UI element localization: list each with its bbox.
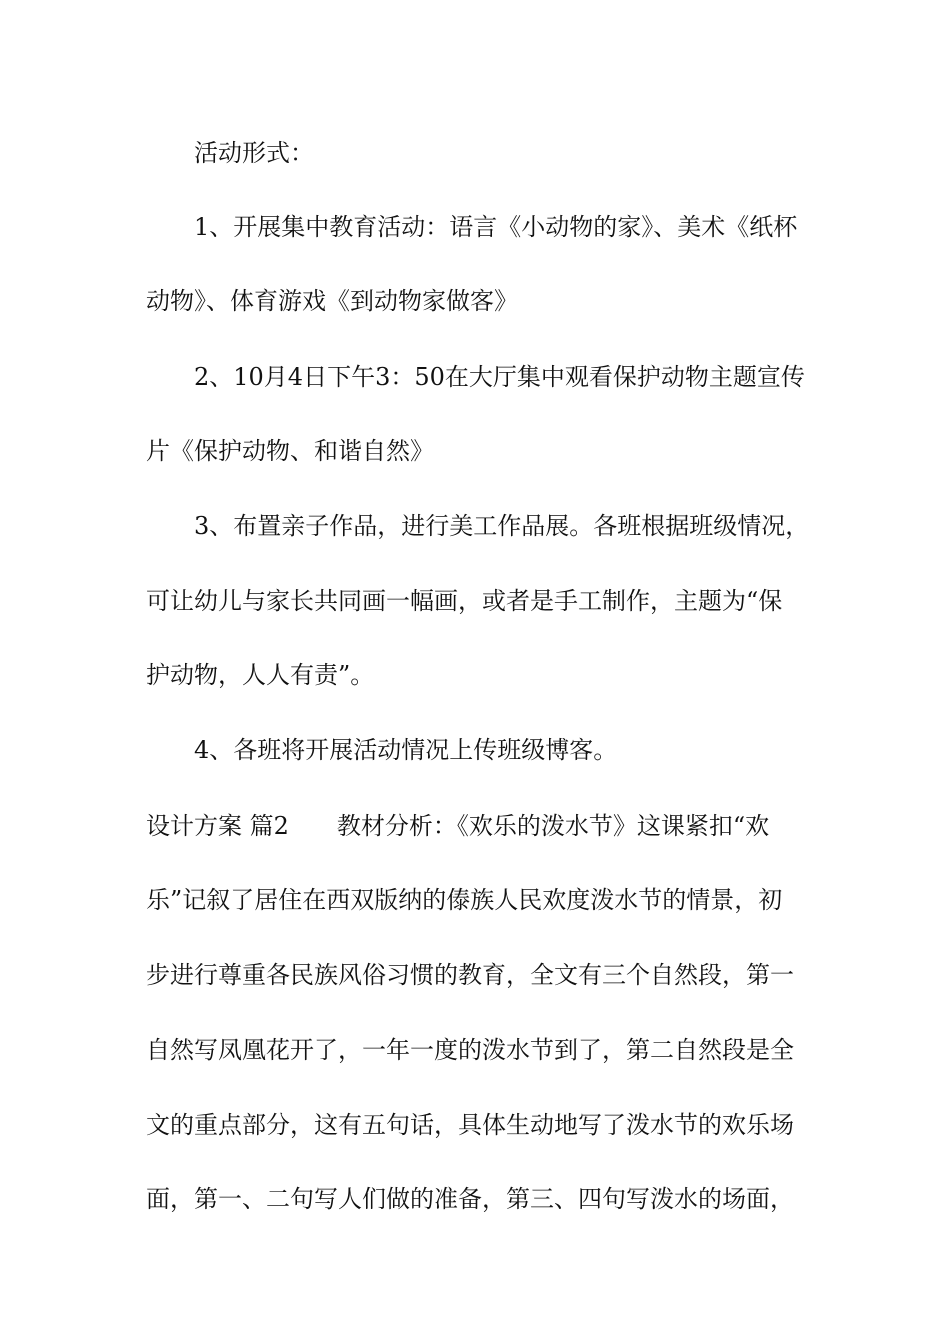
paragraph-line: 动物》、体育游戏《到动物家做客》 — [146, 287, 518, 315]
paragraph-line: 2、10月4日下午3：50在大厅集中观看保护动物主题宣传 — [194, 363, 805, 391]
paragraph-line: 教材分析：《欢乐的泼水节》这课紧扣“欢 — [336, 812, 770, 840]
paragraph-line: 面，第一、二句写人们做的准备，第三、四句写泼水的场面， — [146, 1185, 794, 1213]
paragraph-line: 自然写凤凰花开了，一年一度的泼水节到了，第二自然段是全 — [146, 1036, 794, 1064]
paragraph-line: 活动形式： — [194, 139, 314, 167]
paragraph-line: 3、布置亲子作品，进行美工作品展。各班根据班级情况， — [194, 512, 810, 540]
paragraph-line: 可让幼儿与家长共同画一幅画，或者是手工制作，主题为“保 — [146, 587, 783, 615]
paragraph-line: 片《保护动物、和谐自然》 — [146, 437, 434, 465]
paragraph-line: 文的重点部分，这有五句话，具体生动地写了泼水节的欢乐场 — [146, 1111, 794, 1139]
paragraph-line: 护动物，人人有责”。 — [146, 661, 375, 689]
section2-heading-line — [146, 810, 826, 842]
paragraph-line: 步进行尊重各民族风俗习惯的教育，全文有三个自然段，第一 — [146, 961, 794, 989]
paragraph-line: 乐”记叙了居住在西双版纳的傣族人民欢度泼水节的情景，初 — [146, 886, 783, 914]
section-heading: 设计方案 篇2 — [146, 812, 289, 840]
paragraph-line: 4、各班将开展活动情况上传班级博客。 — [194, 736, 618, 764]
paragraph-line: 1、开展集中教育活动：语言《小动物的家》、美术《纸杯 — [194, 213, 798, 241]
